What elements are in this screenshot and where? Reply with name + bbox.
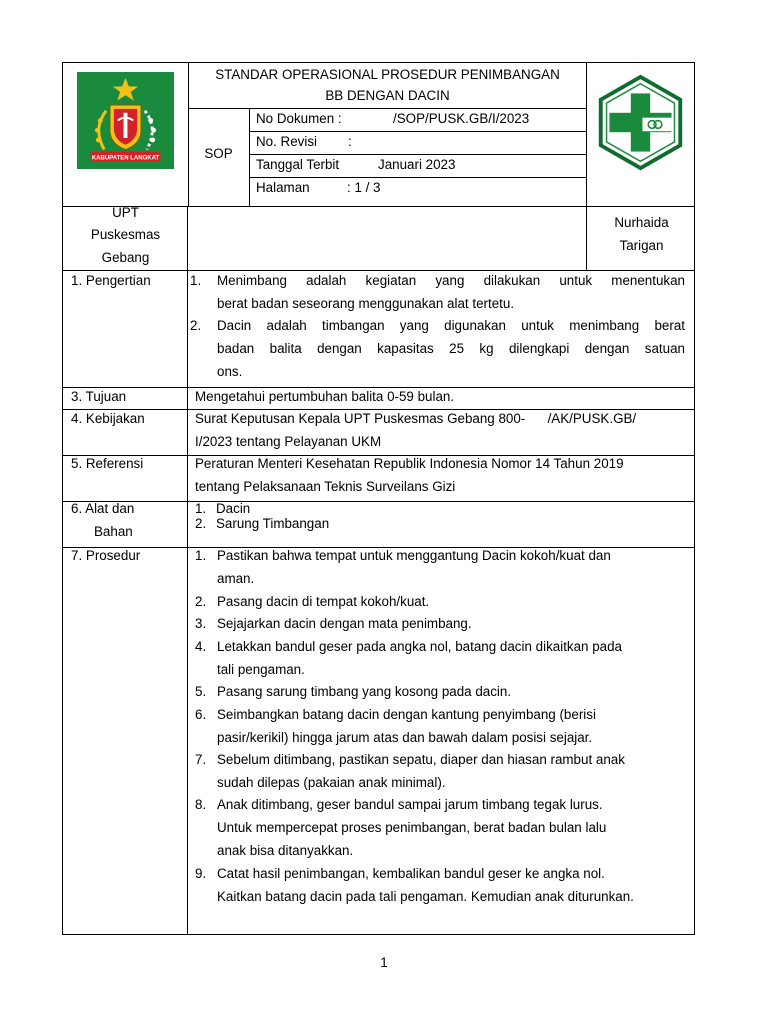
item-line: Menimbang adalah kegiatan yang dilakukan untuk menentukan bbox=[217, 273, 685, 288]
step-line: pasir/kerikil) hingga jarum atas dan bawah dalam posisi sejajar. bbox=[217, 730, 593, 745]
section-content bbox=[188, 410, 694, 455]
section-label: 4. Kebijakan bbox=[71, 411, 145, 426]
item-line: ons. bbox=[217, 364, 243, 379]
section-label: 5. Referensi bbox=[71, 456, 144, 471]
step-line: Seimbangkan batang dacin dengan kantung penyimbang (berisi bbox=[217, 707, 596, 722]
step-number: 1. bbox=[195, 548, 207, 563]
section-label: 1. Pengertian bbox=[71, 273, 151, 288]
section-text-line-2: tentang Pelaksanaan Teknis Surveilans Gizi bbox=[195, 479, 456, 494]
meta-value: : 1 / 3 bbox=[347, 180, 381, 195]
item-text: Dacin bbox=[216, 501, 251, 516]
meta-row-halaman bbox=[250, 177, 587, 200]
step-number: 5. bbox=[195, 684, 207, 699]
step-number: 8. bbox=[195, 797, 207, 812]
page-number: 1 bbox=[380, 955, 388, 970]
step-line: Kaitkan batang dacin pada tali pengaman. Kemudian anak diturunkan. bbox=[217, 889, 634, 904]
section-label-cell bbox=[63, 548, 188, 935]
item-number: 1. bbox=[195, 501, 207, 516]
meta-row-no-revisi bbox=[250, 131, 587, 154]
meta-row-no-dokumen bbox=[250, 108, 587, 131]
section-referensi bbox=[63, 456, 694, 502]
section-alat-bahan bbox=[63, 502, 694, 548]
item-number: 1. bbox=[190, 273, 202, 288]
step-line: tali pengaman. bbox=[217, 662, 305, 677]
section-content bbox=[188, 502, 694, 547]
section-content bbox=[188, 271, 694, 387]
title-line-1: STANDAR OPERASIONAL PROSEDUR PENIMBANGAN bbox=[215, 67, 560, 82]
section-kebijakan bbox=[63, 410, 694, 456]
sop-label-cell bbox=[188, 108, 250, 206]
item-text: Sarung Timbangan bbox=[216, 516, 330, 531]
section-label-line-1: 6. Alat dan bbox=[71, 501, 135, 516]
document-title bbox=[188, 63, 587, 109]
kabupaten-langkat-emblem-icon bbox=[77, 72, 174, 169]
meta-value: Januari 2023 bbox=[378, 157, 456, 172]
unit-blank-cell bbox=[188, 207, 587, 270]
section-text-line-1: Peraturan Menteri Kesehatan Republik Indonesia Nomor 14 Tahun 2019 bbox=[195, 456, 624, 471]
section-text-line-1: Surat Keputusan Kepala UPT Puskesmas Gebang 800- /AK/PUSK.GB/ bbox=[195, 411, 637, 426]
unit-line-1: UPT bbox=[112, 205, 139, 220]
meta-value: /SOP/PUSK.GB/I/2023 bbox=[393, 111, 530, 126]
step-line: sudah dilepas (pakaian anak minimal). bbox=[217, 775, 446, 790]
step-line: Letakkan bandul geser pada angka nol, batang dacin dikaitkan pada bbox=[217, 639, 623, 654]
step-line: Untuk mempercepat proses penimbangan, berat badan bulan lalu bbox=[217, 820, 607, 835]
section-label-cell bbox=[63, 271, 188, 387]
signer-line-2: Tarigan bbox=[619, 238, 664, 253]
step-line: Catat hasil penimbangan, kembalikan bandul geser ke angka nol. bbox=[217, 866, 605, 881]
meta-label: No. Revisi bbox=[256, 134, 318, 149]
meta-label: No Dokumen : bbox=[256, 111, 342, 126]
right-logo-cell bbox=[586, 63, 694, 206]
step-number: 7. bbox=[195, 752, 207, 767]
puskesmas-logo-icon bbox=[592, 74, 689, 171]
meta-label: Tanggal Terbit bbox=[256, 157, 340, 172]
section-label-cell bbox=[63, 410, 188, 455]
item-number: 2. bbox=[195, 516, 207, 531]
section-text-line-2: I/2023 tentang Pelayanan UKM bbox=[195, 434, 382, 449]
section-tujuan bbox=[63, 388, 694, 410]
step-line: Sebelum ditimbang, pastikan sepatu, diaper dan hiasan rambut anak bbox=[217, 752, 625, 767]
section-label-line-2: Bahan bbox=[94, 524, 133, 539]
section-label: 3. Tujuan bbox=[71, 389, 127, 404]
sop-header bbox=[62, 62, 695, 207]
item-line: badan balita dengan kapasitas 25 kg dilengkapi dengan satuan bbox=[217, 341, 685, 356]
step-line: aman. bbox=[217, 571, 255, 586]
meta-row-tanggal-terbit bbox=[250, 154, 587, 177]
item-line: berat badan seseorang menggunakan alat tertetu. bbox=[217, 296, 515, 311]
step-number: 6. bbox=[195, 707, 207, 722]
title-line-2: BB DENGAN DACIN bbox=[325, 88, 450, 103]
step-line: anak bisa ditanyakkan. bbox=[217, 843, 354, 858]
step-number: 4. bbox=[195, 639, 207, 654]
section-content bbox=[188, 548, 694, 935]
step-line: Pasang dacin di tempat kokoh/kuat. bbox=[217, 594, 430, 609]
section-content bbox=[188, 456, 694, 501]
meta-label: Halaman bbox=[256, 180, 310, 195]
item-number: 2. bbox=[190, 318, 202, 333]
step-number: 9. bbox=[195, 866, 207, 881]
section-label-cell bbox=[63, 502, 188, 547]
step-line: Pastikan bahwa tempat untuk menggantung Dacin kokoh/kuat dan bbox=[217, 548, 611, 563]
step-number: 2. bbox=[195, 594, 207, 609]
section-text: Mengetahui pertumbuhan balita 0-59 bulan. bbox=[195, 389, 455, 404]
section-label: 7. Prosedur bbox=[71, 548, 141, 563]
sop-body-table bbox=[62, 207, 695, 935]
signer-line-1: Nurhaida bbox=[614, 215, 669, 230]
section-content bbox=[188, 388, 694, 409]
emblem-caption: KABUPATEN LANGKAT bbox=[91, 155, 160, 162]
unit-row bbox=[63, 207, 694, 271]
sop-label: SOP bbox=[204, 146, 233, 161]
section-label-cell bbox=[63, 388, 188, 409]
step-line: Pasang sarung timbang yang kosong pada dacin. bbox=[217, 684, 512, 699]
unit-line-2: Puskesmas bbox=[90, 227, 161, 242]
item-line: Dacin adalah timbangan yang digunakan untuk menimbang berat bbox=[217, 318, 685, 333]
step-number: 3. bbox=[195, 616, 207, 631]
unit-cell bbox=[63, 207, 188, 270]
document-meta bbox=[250, 108, 587, 206]
left-logo-cell bbox=[63, 63, 189, 206]
section-pengertian bbox=[63, 271, 694, 388]
section-prosedur bbox=[63, 548, 694, 935]
section-label-cell bbox=[63, 456, 188, 501]
meta-value: : bbox=[348, 134, 352, 149]
unit-line-3: Gebang bbox=[101, 250, 150, 265]
step-line: Sejajarkan dacin dengan mata penimbang. bbox=[217, 616, 472, 631]
step-line: Anak ditimbang, geser bandul sampai jarum timbang tegak lurus. bbox=[217, 797, 603, 812]
